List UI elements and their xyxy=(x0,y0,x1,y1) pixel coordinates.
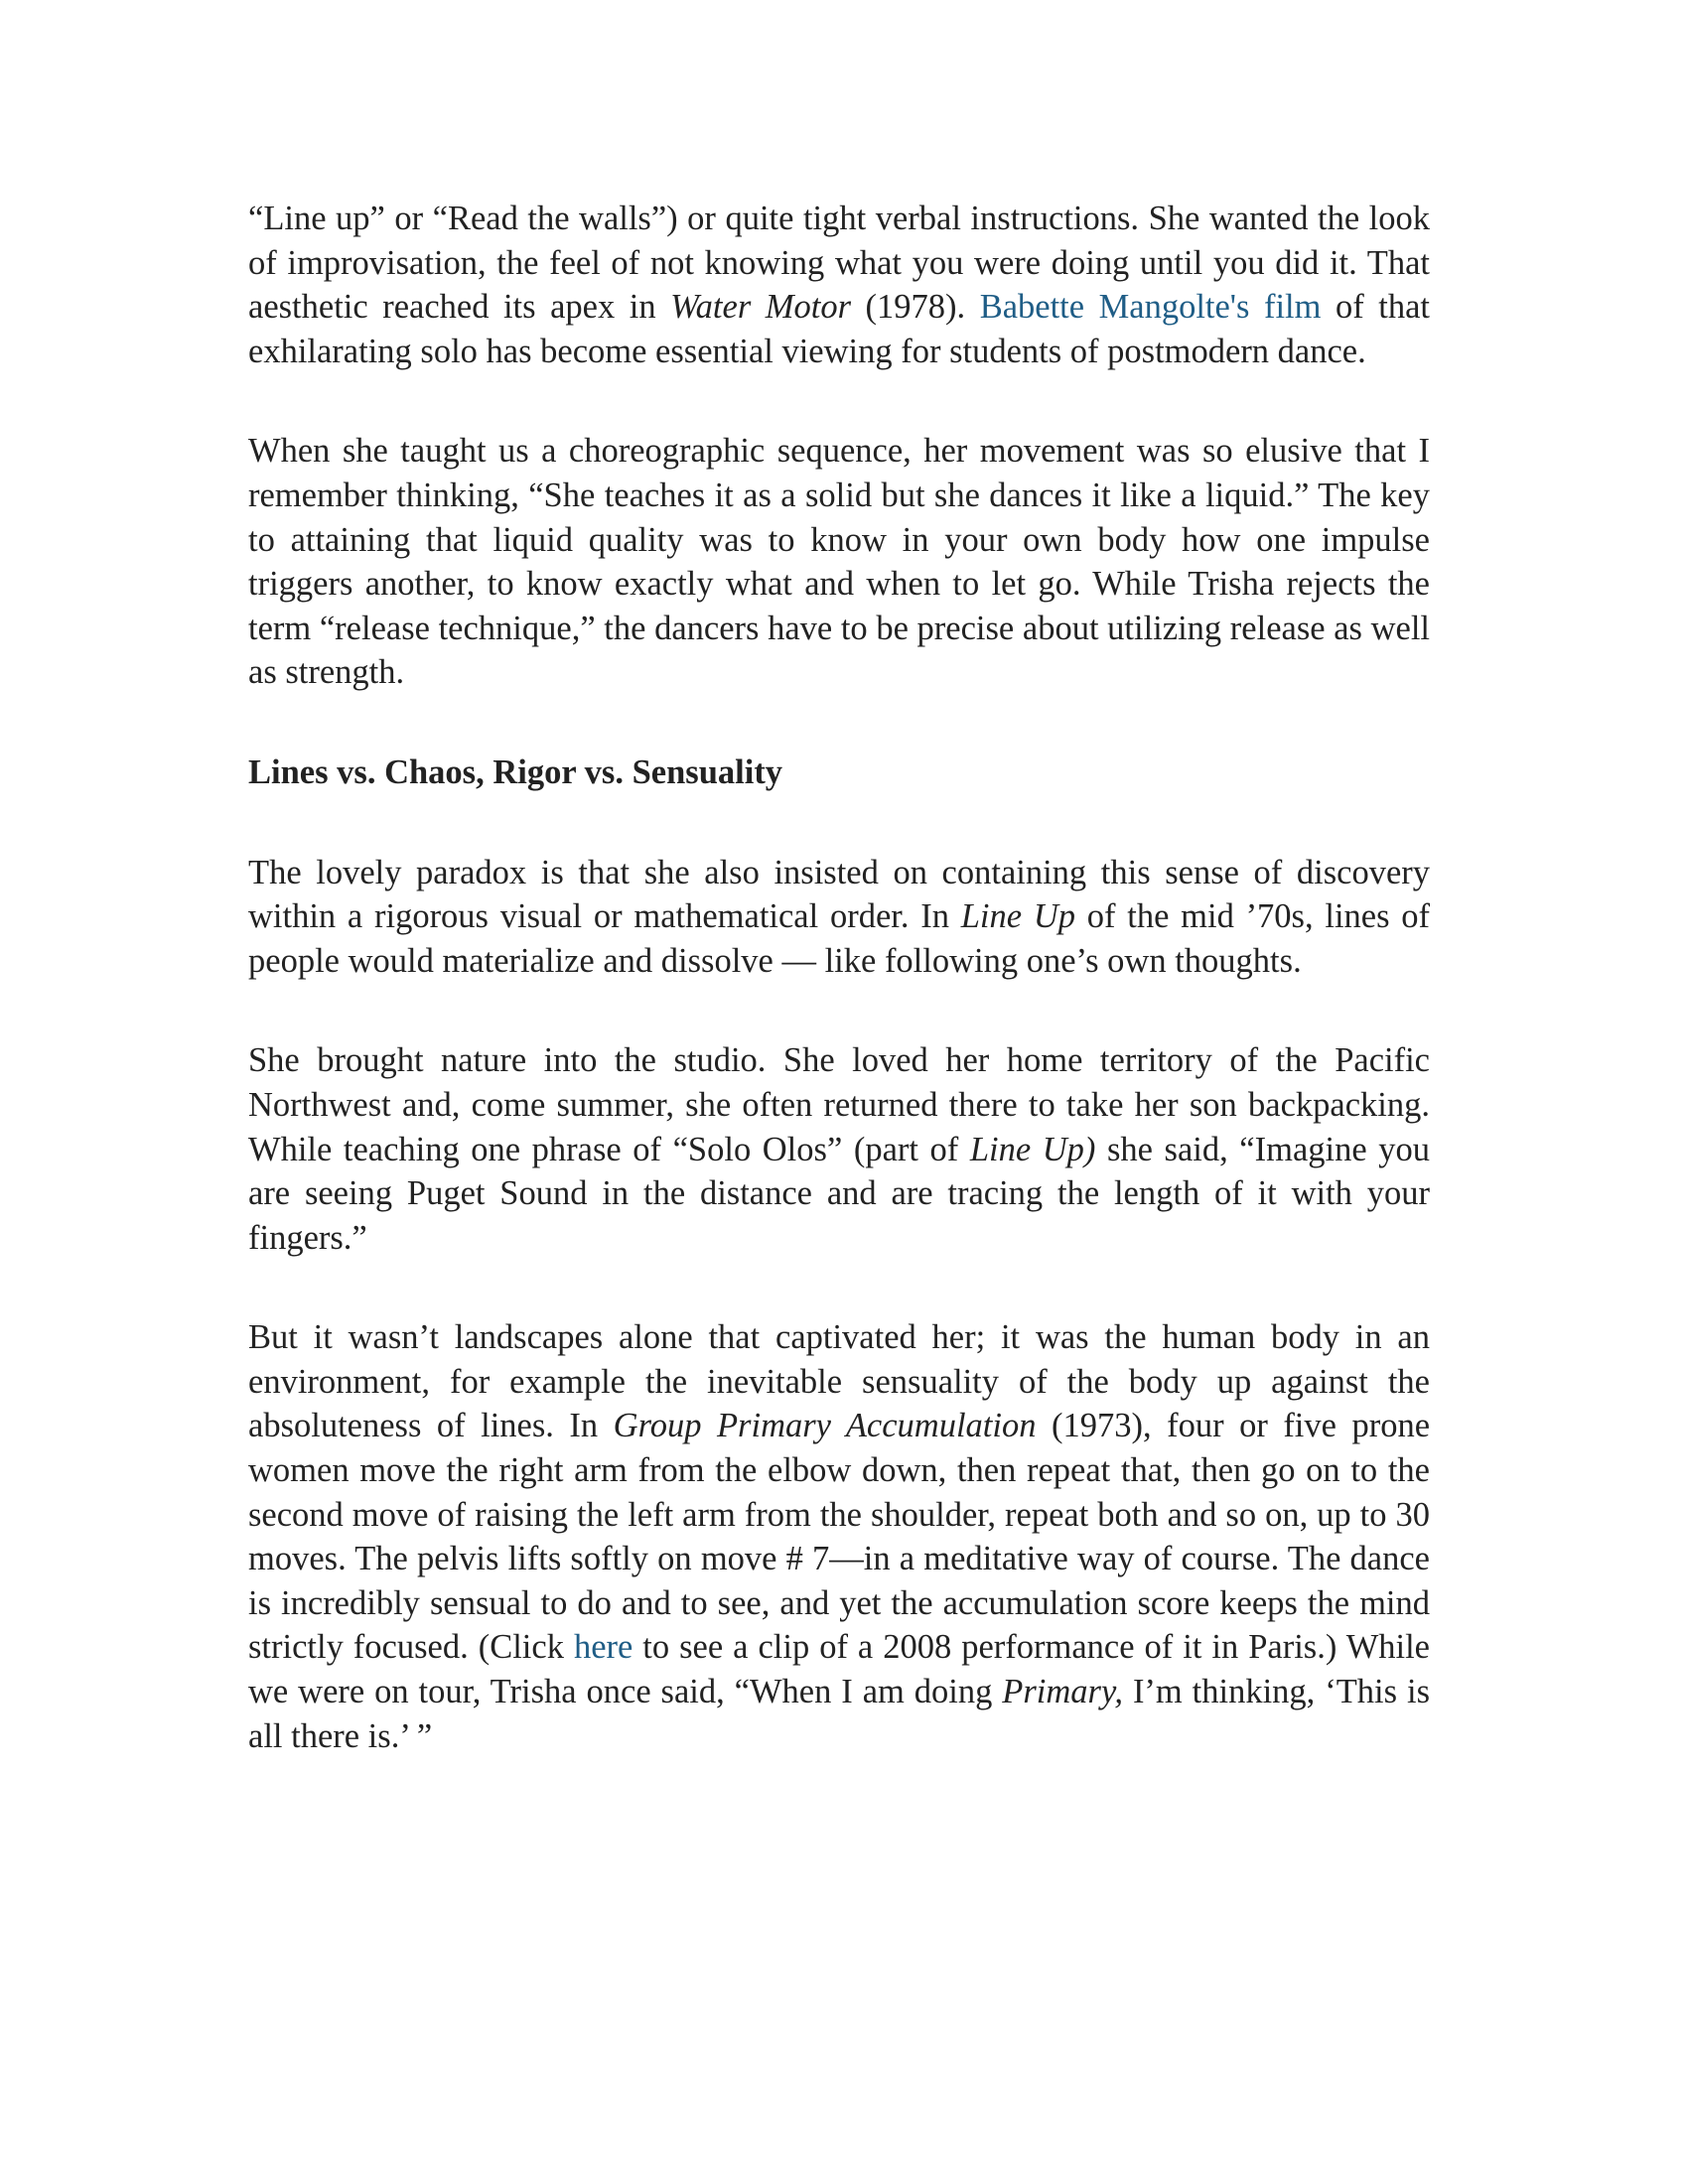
title-group-primary-accumulation: Group Primary Accumulation xyxy=(613,1407,1037,1445)
babette-mangolte-film-link[interactable]: Babette Mangolte's film xyxy=(979,288,1322,327)
paragraph-nature-studio xyxy=(248,1038,1430,1260)
paris-clip-here-link[interactable]: here xyxy=(573,1628,633,1667)
title-line-up: Line Up xyxy=(960,897,1075,936)
paragraph-spacer xyxy=(248,1260,1430,1315)
paragraph-group-primary-accumulation xyxy=(248,1315,1430,1758)
paragraph-text: But it wasn’t landscapes alone that captivated her; it was the human body in an environment, for example the inevitable sensuality of the body up against the absoluteness of lines. In xyxy=(248,1318,1430,1445)
paragraph-lovely-paradox xyxy=(248,851,1430,984)
paragraph-text: to see a clip of a 2008 performance of it in Paris.) While we were on tour, Trisha once said, “When I am doing xyxy=(248,1628,1430,1711)
paragraph-text: of that exhilarating solo has become essential viewing for students of postmodern dance. xyxy=(248,288,1430,370)
paragraph-text: I’m thinking, ‘This is all there is.’ ” xyxy=(248,1673,1430,1755)
paragraph-water-motor xyxy=(248,197,1430,373)
paragraph-text: of the mid ’70s, lines of people would materialize and dissolve — like following one’s own thoughts. xyxy=(248,897,1431,980)
paragraph-spacer xyxy=(248,695,1430,751)
article-page xyxy=(248,197,1430,1758)
paragraph-text: (1973), four or five prone women move the right arm from the elbow down, then repeat that, then go on to the second move of raising the left arm from the shoulder, repeat both and so on, up to 30 moves. The pelvis lifts softly on move # 7—in a meditative way of course. The dance is incredibly sensual to do and to see, and yet the accumulation score keeps the mind strictly focused. (Click xyxy=(248,1407,1431,1667)
paragraph-spacer xyxy=(248,983,1430,1038)
section-heading: Lines vs. Chaos, Rigor vs. Sensuality xyxy=(248,752,783,791)
paragraph-spacer xyxy=(248,373,1430,429)
paragraph-text: The lovely paradox is that she also insisted on containing this sense of discovery within a rigorous visual or mathematical order. In xyxy=(248,853,1430,936)
title-water-motor: Water Motor xyxy=(670,288,852,327)
title-line-up: Line Up) xyxy=(969,1130,1096,1168)
title-primary: Primary, xyxy=(1002,1673,1124,1711)
paragraph-text: She brought nature into the studio. She loved her home territory of the Pacific Northwest and, come summer, she often returned there to take her son backpacking. While teaching one phrase of “Solo Olos” (part of xyxy=(248,1041,1430,1168)
paragraph-spacer xyxy=(248,795,1430,851)
paragraph-text: “Line up” or “Read the walls”) or quite tight verbal instructions. She wanted the look of improvisation, the feel of not knowing what you were doing until you did it. That aesthetic reached its apex in xyxy=(248,200,1430,327)
paragraph-text: she said, “Imagine you are seeing Puget Sound in the distance and are tracing the length of it with your fingers.” xyxy=(248,1130,1430,1257)
paragraph-text: When she taught us a choreographic sequence, her movement was so elusive that I remember thinking, “She teaches it as a solid but she dances it like a liquid.” The key to attaining that liquid quality was to know in your own body how one impulse triggers another, to know exactly what and when to let go. While Trisha rejects the term “release technique,” the dancers have to be precise about utilizing release as well as strength. xyxy=(248,432,1430,692)
paragraph-liquid-quality xyxy=(248,429,1430,695)
paragraph-text: (1978). xyxy=(851,288,980,327)
